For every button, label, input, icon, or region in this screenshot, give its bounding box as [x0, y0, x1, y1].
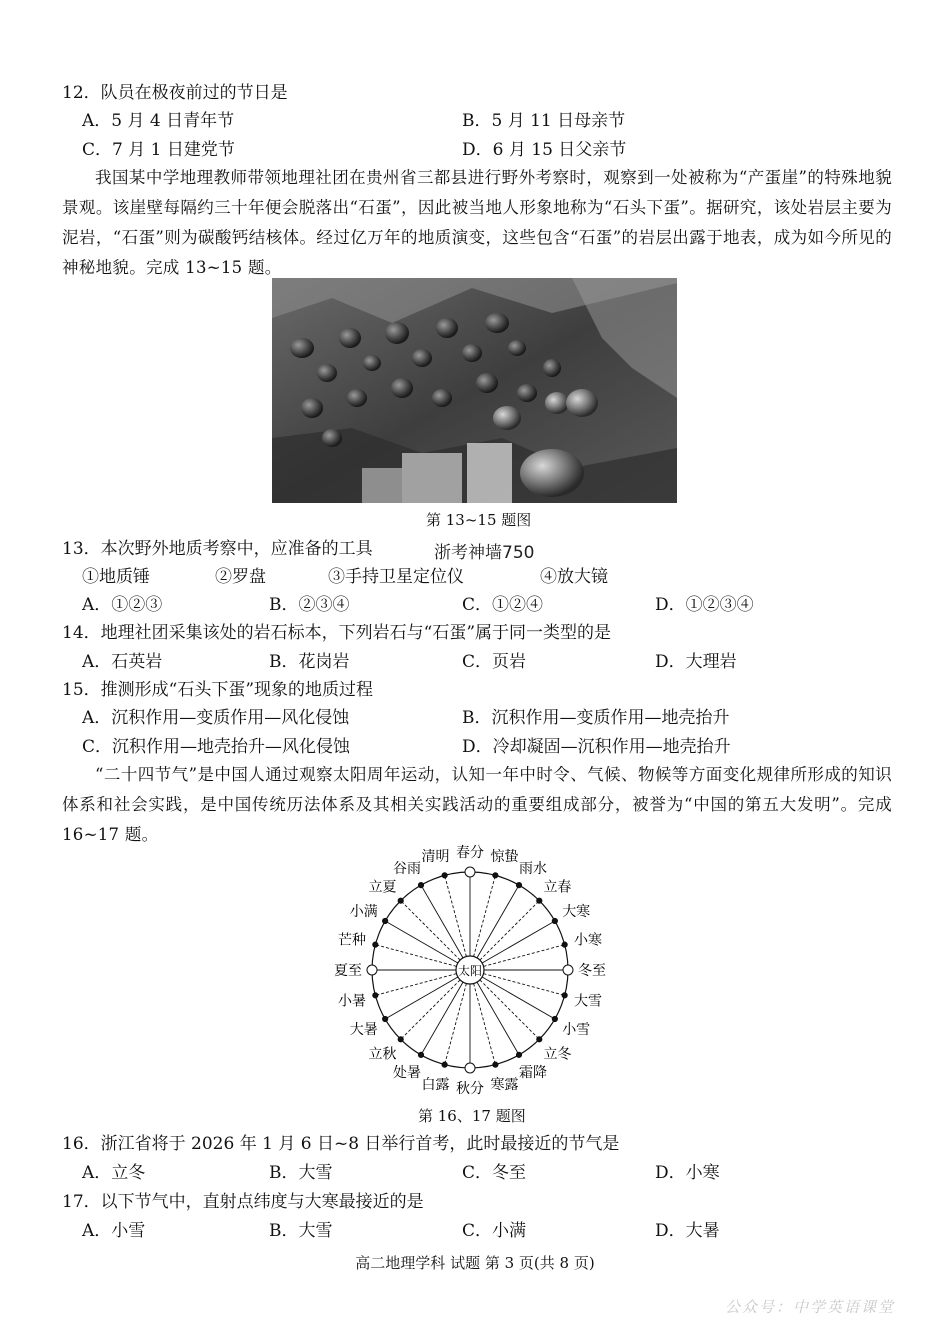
photo-caption: 第 13~15 题图 — [426, 511, 532, 529]
spoke-line — [401, 901, 460, 960]
q13-item-1: ①地质锤 — [82, 567, 150, 587]
q17-option-b: B．大雪 — [269, 1221, 333, 1241]
q14-option-a: A．石英岩 — [82, 652, 163, 672]
term-dot — [465, 867, 475, 877]
egg-cliff-image — [272, 278, 677, 503]
q15-option-d: D．冷却凝固—沉积作用—地壳抬升 — [462, 737, 731, 757]
term-label: 处暑 — [393, 1065, 421, 1082]
q16-option-d: D．小寒 — [655, 1163, 720, 1183]
q14-option-c: C．页岩 — [462, 652, 527, 672]
q12-option-d: D．6 月 15 日父亲节 — [462, 140, 627, 160]
q17-option-a: A．小雪 — [82, 1221, 146, 1241]
term-label: 立春 — [543, 879, 572, 896]
term-dot — [367, 965, 377, 975]
q13-item-4: ④放大镜 — [540, 567, 608, 587]
term-label: 秋分 — [456, 1081, 484, 1097]
q14-option-b: B．花岗岩 — [269, 652, 350, 672]
q13-option-b: B．②③④ — [269, 595, 350, 615]
page-footer: 高二地理学科 试题 第 3 页(共 8 页) — [355, 1254, 595, 1272]
term-dot — [516, 1052, 521, 1057]
watermark-text: 浙考神墙750 — [434, 543, 535, 563]
term-dot — [398, 1037, 403, 1042]
spoke-line — [480, 980, 539, 1039]
q14-option-d: D．大理岩 — [655, 652, 737, 672]
term-dot — [516, 883, 521, 888]
q15-option-a: A．沉积作用—变质作用—风化侵蚀 — [82, 708, 350, 728]
term-label: 惊蛰 — [490, 849, 519, 866]
sun-label: 太阳 — [457, 964, 483, 978]
term-dot — [552, 918, 557, 923]
term-dot — [418, 1052, 423, 1057]
q12-stem: 12．队员在极夜前过的节日是 — [62, 83, 288, 103]
q16-option-c: C．冬至 — [462, 1163, 527, 1183]
term-dot — [552, 1016, 557, 1021]
term-label: 大雪 — [573, 993, 602, 1010]
q15-option-c: C．沉积作用—地壳抬升—风化侵蚀 — [82, 737, 351, 757]
q13-option-a: A．①②③ — [82, 595, 163, 615]
q13-option-d: D．①②③④ — [655, 595, 754, 615]
term-label: 小寒 — [573, 932, 602, 949]
egg-cliff-photo — [272, 278, 677, 503]
term-label: 寒露 — [490, 1076, 519, 1093]
term-dot — [383, 918, 388, 923]
term-label: 春分 — [456, 845, 484, 861]
solar-terms-diagram — [300, 845, 640, 1097]
q17-option-d: D．大暑 — [655, 1221, 720, 1241]
spoke-line — [401, 980, 460, 1039]
term-label: 立秋 — [368, 1046, 397, 1063]
term-dot — [493, 1062, 498, 1067]
term-dot — [442, 873, 447, 878]
term-label: 白露 — [421, 1076, 450, 1093]
term-label: 霜降 — [519, 1065, 547, 1082]
term-label: 立冬 — [543, 1046, 572, 1063]
term-label: 清明 — [421, 849, 450, 866]
term-dot — [537, 1037, 542, 1042]
q15-stem: 15．推测形成“石头下蛋”现象的地质过程 — [62, 680, 374, 700]
term-dot — [418, 883, 423, 888]
term-dot — [493, 873, 498, 878]
q17-option-c: C．小满 — [462, 1221, 527, 1241]
term-dot — [398, 898, 403, 903]
q13-item-2: ②罗盘 — [215, 567, 266, 587]
q13-item-3: ③手持卫星定位仪 — [328, 567, 464, 587]
q16-option-b: B．大雪 — [269, 1163, 333, 1183]
term-label: 谷雨 — [393, 860, 421, 877]
q13-stem: 13．本次野外地质考察中，应准备的工具 — [62, 539, 373, 559]
term-label: 夏至 — [334, 963, 362, 979]
term-label: 大寒 — [562, 904, 591, 920]
term-label: 芒种 — [338, 932, 367, 949]
term-dot — [442, 1062, 447, 1067]
diagram-caption: 第 16、17 题图 — [418, 1107, 526, 1125]
corner-watermark: 公众号：中学英语课堂 — [724, 1298, 895, 1316]
q16-option-a: A．立冬 — [82, 1163, 146, 1183]
term-dot — [465, 1063, 475, 1073]
q12-option-c: C．7 月 1 日建党节 — [82, 140, 235, 160]
term-dot — [373, 942, 378, 947]
term-label: 小暑 — [338, 993, 367, 1010]
q12-option-a: A．5 月 4 日青年节 — [82, 111, 235, 131]
term-label: 小雪 — [562, 1022, 591, 1038]
q12-option-b: B．5 月 11 日母亲节 — [462, 111, 626, 131]
q14-stem: 14．地理社团采集该处的岩石标本，下列岩石与“石蛋”属于同一类型的是 — [62, 623, 612, 643]
q16-stem: 16．浙江省将于 2026 年 1 月 6 日~8 日举行首考，此时最接近的节气是 — [62, 1134, 620, 1154]
q13-option-c: C．①②④ — [462, 595, 544, 615]
term-dot — [562, 942, 567, 947]
term-dot — [562, 993, 567, 998]
q17-stem: 17．以下节气中，直射点纬度与大寒最接近的是 — [62, 1192, 424, 1212]
term-label: 雨水 — [519, 860, 547, 877]
q15-option-b: B．沉积作用—变质作用—地壳抬升 — [462, 708, 730, 728]
passage-1: 我国某中学地理教师带领地理社团在贵州省三都县进行野外考察时，观察到一处被称为“产蛋崖”的特殊地貌景观。该崖壁每隔约三十年便会脱落出“石蛋”，因此被当地人形象地称为“石头下蛋”。据研究，该处岩层主要为泥岩，“石蛋”则为碳酸钙结核体。经过亿万年的地质演变，这些包含“石蛋”的岩层出露于地表，成为如今所见的神秘地貌。完成 13~15 题。 — [62, 168, 892, 277]
term-label: 冬至 — [578, 963, 606, 979]
term-label: 大暑 — [349, 1022, 378, 1038]
term-label: 立夏 — [368, 879, 397, 896]
term-dot — [537, 898, 542, 903]
term-dot — [373, 993, 378, 998]
term-label: 小满 — [349, 904, 378, 920]
term-dot — [563, 965, 573, 975]
spoke-line — [480, 901, 539, 960]
term-dot — [383, 1016, 388, 1021]
passage-2: “二十四节气”是中国人通过观察太阳周年运动，认知一年中时令、气候、物候等方面变化规律所形成的知识体系和社会实践，是中国传统历法体系及其相关实践活动的重要组成部分，被誉为“中国的第五大发明”。完成 16~17 题。 — [62, 765, 892, 844]
